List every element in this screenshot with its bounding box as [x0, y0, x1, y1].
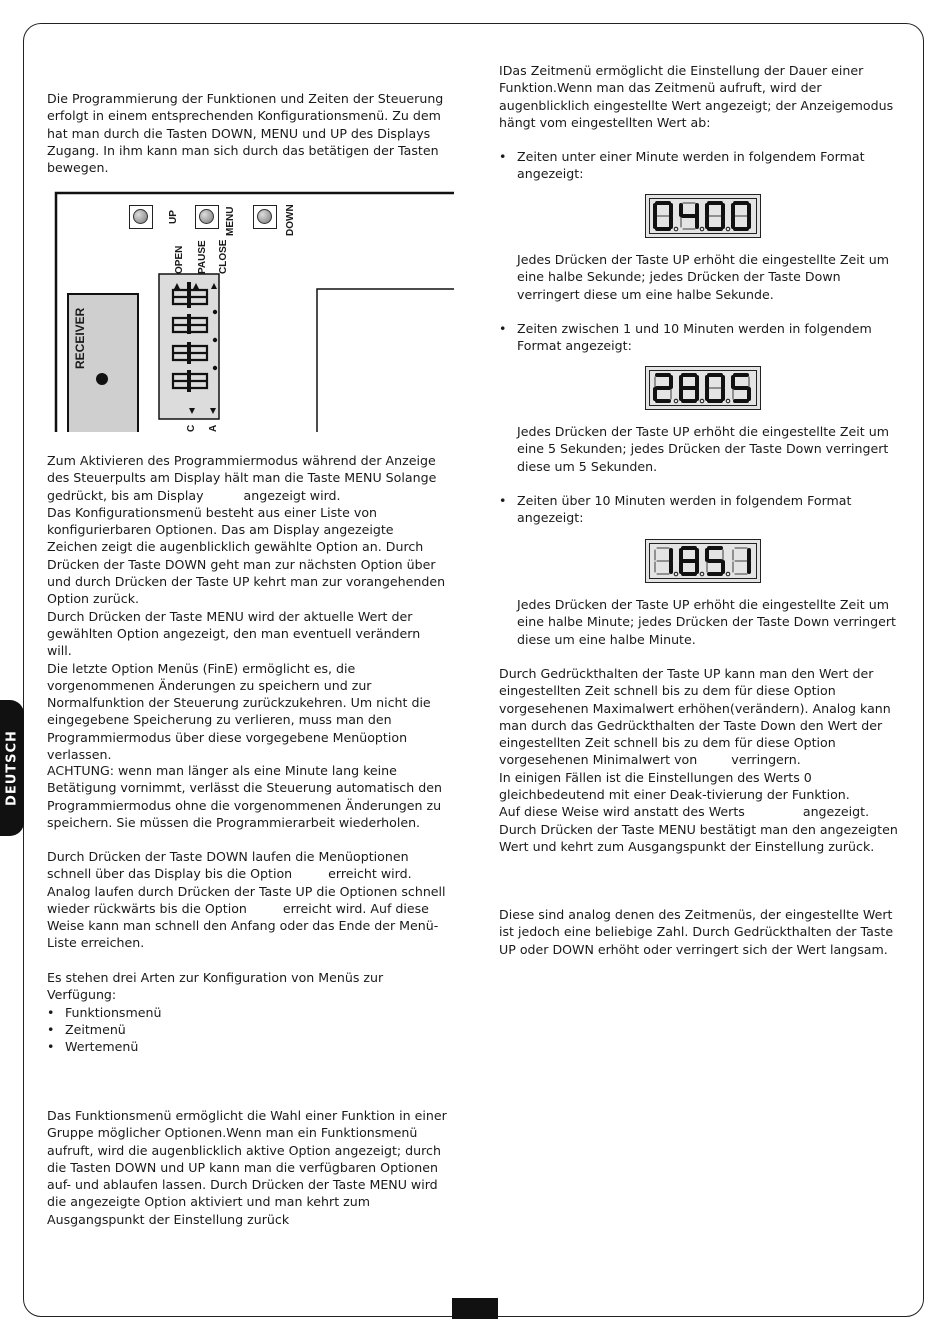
label-menu: MENU	[225, 206, 236, 236]
label-a: A	[208, 424, 219, 432]
minutes-text: Jedes Drücken der Taste UP erhöht die eingestellte Zeit um eine 5 Sekunden; jedes Drücken der Taste Down verringert diese um 5 Sekunden.	[517, 424, 889, 474]
panel-outline	[47, 188, 454, 432]
label-pause: PAUSE	[197, 240, 208, 274]
label-c: C	[186, 424, 197, 432]
language-tab: DEUTSCH	[0, 700, 24, 836]
label-close: CLOSE	[218, 239, 229, 274]
decimal-point	[674, 227, 678, 231]
down-button[interactable]	[253, 205, 277, 229]
bullet-over-10-minutes: • Zeiten über 10 Minuten werden in folgendem Format angezeigt:	[499, 492, 904, 527]
long-minutes-text: Jedes Drücken der Taste UP erhöht die eingestellte Zeit um eine halbe Minute; jedes Drücken der Taste Down verringert diese um eine halbe Minute.	[517, 597, 896, 647]
programming-section: Zum Aktivieren des Programmiermodus während der Anzeige des Steuerpults am Display hält man die Taste MENU Solange gedrückt, bis am Display angezeigt wird. Das Konfigurationsmenü besteht aus einer Liste von konfigurierbaren Optionen. Das am Display angezeigte Zeichen zeigt die augenblicklich gewählte Option an. Durch Drücken der Taste DOWN geht man zur nächsten Option über und durch Drücken der Taste UP kehrt man zur vorangehenden Option zurück. Durch Drücken der Taste MENU wird der aktuelle Wert der gewählten Option angezeigt, den man eventuell verändern will. Die letzte Option Menüs (FinE) ermöglicht es, die vorgenommenen Änderungen zu speichern und zur Normalfunktion der Steuerung zurückzukehren. Um nicht die eingegebene Speicherung zu verlieren, muss man den Programmiermodus über diese vorgegebene Menüoption verlassen.	[47, 453, 446, 763]
decimal-point	[700, 227, 704, 231]
value-menu-paragraph: Diese sind analog denen des Zeitmenüs, der eingestellte Wert ist jedoch eine beliebige Zahl. Durch Gedrückthalten der Taste UP oder DOWN erhöht oder verringert sich der Wert langsam.	[499, 907, 894, 957]
intro-paragraph: Die Programmierung der Funktionen und Zeiten der Steuerung erfolgt in einem entsprechenden Konfigurationsmenü. Zu dem hat man durch die Tasten DOWN, MENU und UP des Displays Zugang. In ihm kann man sich durch das betätigen der Tasten bewegen.	[47, 91, 444, 176]
label-down: DOWN	[285, 204, 296, 236]
list-item: • Funktionsmenü	[47, 1004, 447, 1021]
label-open: OPEN	[174, 245, 185, 274]
list-item: • Zeitmenü	[47, 1021, 447, 1038]
decimal-point	[726, 227, 730, 231]
hold-paragraph: Durch Gedrückthalten der Taste UP kann man den Wert der eingestellten Zeit schnell bis zu dem für diese Option vorgesehenen Maximalwert erhöhen(verändern). Analog kann man durch das Gedrückthalten der Taste Down den Wert der eingestellten Zeit schnell bis zu dem für diese Option vorgesehenen Minimalwert von verringern. In einigen Fällen ist die Einstellungen des Werts 0 gleichbedeutend mit einer Deak-tivierung der Funktion. Auf diese Weise wird anstatt des Werts angezeigt. Durch Drücken der Taste MENU bestätigt man den angezeigten Wert und kehrt zum Ausgangspunkt der Einstellung zurück.	[499, 666, 898, 854]
decimal-point	[674, 572, 678, 576]
decimal-point	[700, 572, 704, 576]
navigation-paragraph: Durch Drücken der Taste DOWN laufen die Menüoptionen schnell über das Display bis die Option erreicht wird. Analog laufen durch Drücken der Taste UP die Optionen schnell wieder rückwärts bis die Option erreicht wird. Auf diese Weise kann man schnell den Anfang oder das Ende der Menü-Liste erreichen.	[47, 849, 446, 951]
menu-button[interactable]	[195, 205, 219, 229]
under-minute-text: Jedes Drücken der Taste UP erhöht die eingestellte Zeit um eine halbe Sekunde; jedes Drücken der Taste Down verringert diese um eine halbe Sekunde.	[517, 252, 889, 302]
label-up: UP	[168, 210, 179, 224]
menu-types: Es stehen drei Arten zur Konfiguration von Menüs zur Verfügung: • Funktionsmenü • Zeitmenü • Wertemenü	[47, 969, 447, 1055]
decimal-point	[674, 399, 678, 403]
function-menu-paragraph: Das Funktionsmenü ermöglicht die Wahl einer Funktion in einer Gruppe möglicher Optionen.Wenn man ein Funktionsmenü aufruft, wird die augenblicklich aktive Option angezeigt; durch die Tasten DOWN und UP kann man die verfügbaren Optionen auf- und ablaufen lassen. Durch Drücken der Taste MENU wird die angezeigte Option aktiviert und man kehrt zum Ausgangspunkt der Einstellung zurück	[47, 1108, 447, 1227]
display-seconds	[645, 194, 761, 238]
page-number-tab	[452, 1298, 498, 1319]
label-receiver: RECEIVER	[73, 307, 87, 369]
display-long-minutes	[645, 539, 761, 583]
list-item: • Wertemenü	[47, 1038, 447, 1055]
bullet-under-minute: • Zeiten unter einer Minute werden in folgendem Format angezeigt:	[499, 148, 904, 183]
display-minutes	[645, 366, 761, 410]
decimal-point	[726, 399, 730, 403]
decimal-point	[726, 572, 730, 576]
warning-paragraph: ACHTUNG: wenn man länger als eine Minute lang keine Betätigung vornimmt, verlässt die Steuerung automatisch den Programmiermodus ohne die vorgenommenen Änderungen zu speichern. Sie müssen die Programmierarbeit wiederholen.	[47, 763, 442, 830]
control-panel-diagram	[47, 188, 454, 432]
bullet-1-10-minutes: • Zeiten zwischen 1 und 10 Minuten werden in folgendem Format angezeigt:	[499, 320, 904, 355]
time-menu-intro: IDas Zeitmenü ermöglicht die Einstellung der Dauer einer Funktion.Wenn man das Zeitmenü aufruft, wird der augenblicklich eingestellte Wert angezeigt; der Anzeigemodus hängt vom eingestellten Wert ab:	[499, 63, 894, 130]
decimal-point	[700, 399, 704, 403]
up-button[interactable]	[129, 205, 153, 229]
vertical-display	[159, 274, 219, 419]
